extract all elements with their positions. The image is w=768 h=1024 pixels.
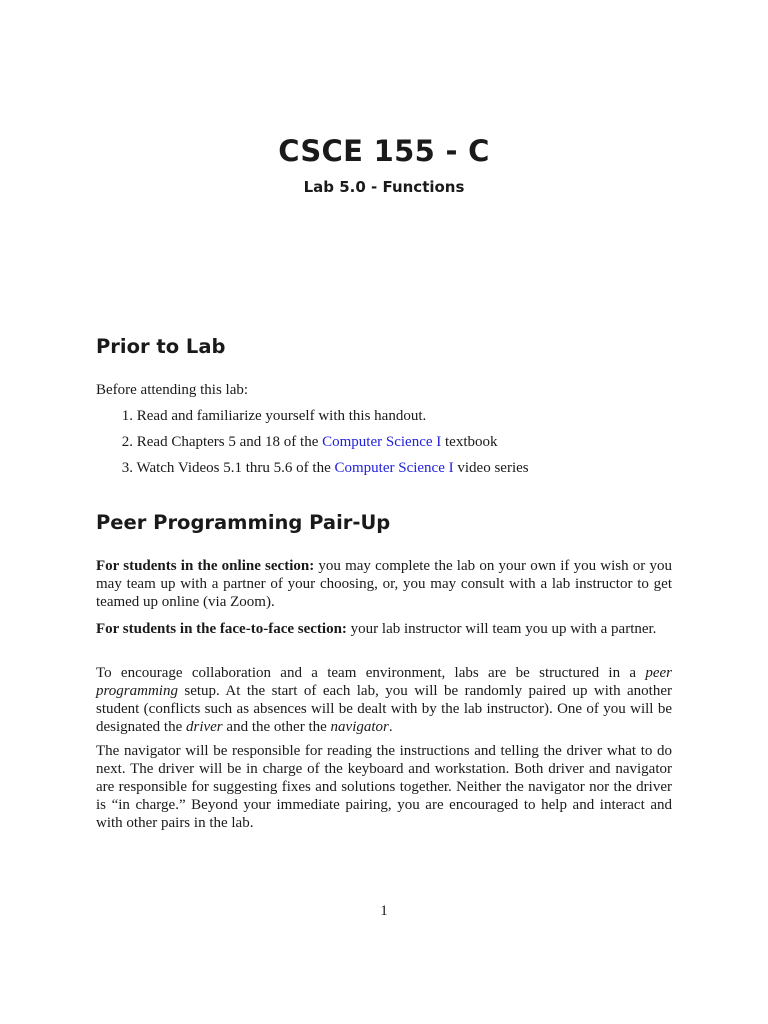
list-item (96, 407, 672, 433)
computer-science-videos-link[interactable]: Computer Science I (334, 460, 454, 476)
page-number: 1 (380, 903, 388, 919)
section-heading-pair-up: Peer Programming Pair-Up (96, 511, 391, 534)
emphasis-navigator: navigator (330, 719, 389, 735)
section-heading-prior-to-lab: Prior to Lab (96, 335, 226, 358)
list-item (96, 459, 672, 485)
list-item-text-suffix: textbook (441, 434, 498, 450)
roles-paragraph: The navigator will be responsible for reading the instructions and telling the driver what to do next. The driver will be in charge of the keyboard and workstation. Both driver and navigator are responsible for suggesting fixes and solutions together. Neither the navigator nor the driver is “in charge.” Beyond your immediate pairing, you are encouraged to help and interact and with other pairs in the lab. (96, 743, 672, 831)
document-title: CSCE 155 - C (278, 134, 490, 168)
collaboration-paragraph (96, 664, 672, 736)
prior-to-lab-intro: Before attending this lab: (96, 382, 249, 398)
paragraph-text: To encourage collaboration and a team environment, labs are be structured in a (96, 665, 646, 681)
paragraph-text: and the other the (222, 719, 331, 735)
document-subtitle: Lab 5.0 - Functions (303, 178, 465, 196)
emphasis-driver: driver (185, 719, 223, 735)
face-to-face-text: your lab instructor will team you up with a partner. (346, 621, 657, 637)
list-item-text: Read Chapters 5 and 18 of the (136, 434, 323, 450)
list-item-text: Watch Videos 5.1 thru 5.6 of the (136, 460, 335, 476)
list-number: 3. (121, 460, 133, 476)
list-item-text-suffix: video series (453, 460, 529, 476)
list-number: 1. (121, 408, 133, 424)
paragraph-text: setup. At the start of each lab, you will be randomly paired up with another student (conflicts such as absences will be dealt with by the lab instructor). One of you will be designated the (96, 683, 672, 735)
face-to-face-label: For students in the face-to-face section: (96, 621, 347, 637)
online-section-label: For students in the online section: (96, 558, 315, 574)
list-item-text: Read and familiarize yourself with this handout. (136, 408, 427, 424)
paragraph-text: . (388, 719, 393, 735)
computer-science-textbook-link[interactable]: Computer Science I (322, 434, 442, 450)
prior-to-lab-list (96, 407, 672, 485)
face-to-face-paragraph (96, 620, 672, 638)
emphasis-peer-programming: peer programming (96, 665, 672, 699)
online-section-text: you may complete the lab on your own if you wish or you may team up with a partner of your choosing, or, you may consult with a lab instructor to get teamed up online (via Zoom). (96, 558, 672, 610)
online-section-paragraph (96, 557, 672, 611)
list-item (96, 433, 672, 459)
list-number: 2. (121, 434, 133, 450)
